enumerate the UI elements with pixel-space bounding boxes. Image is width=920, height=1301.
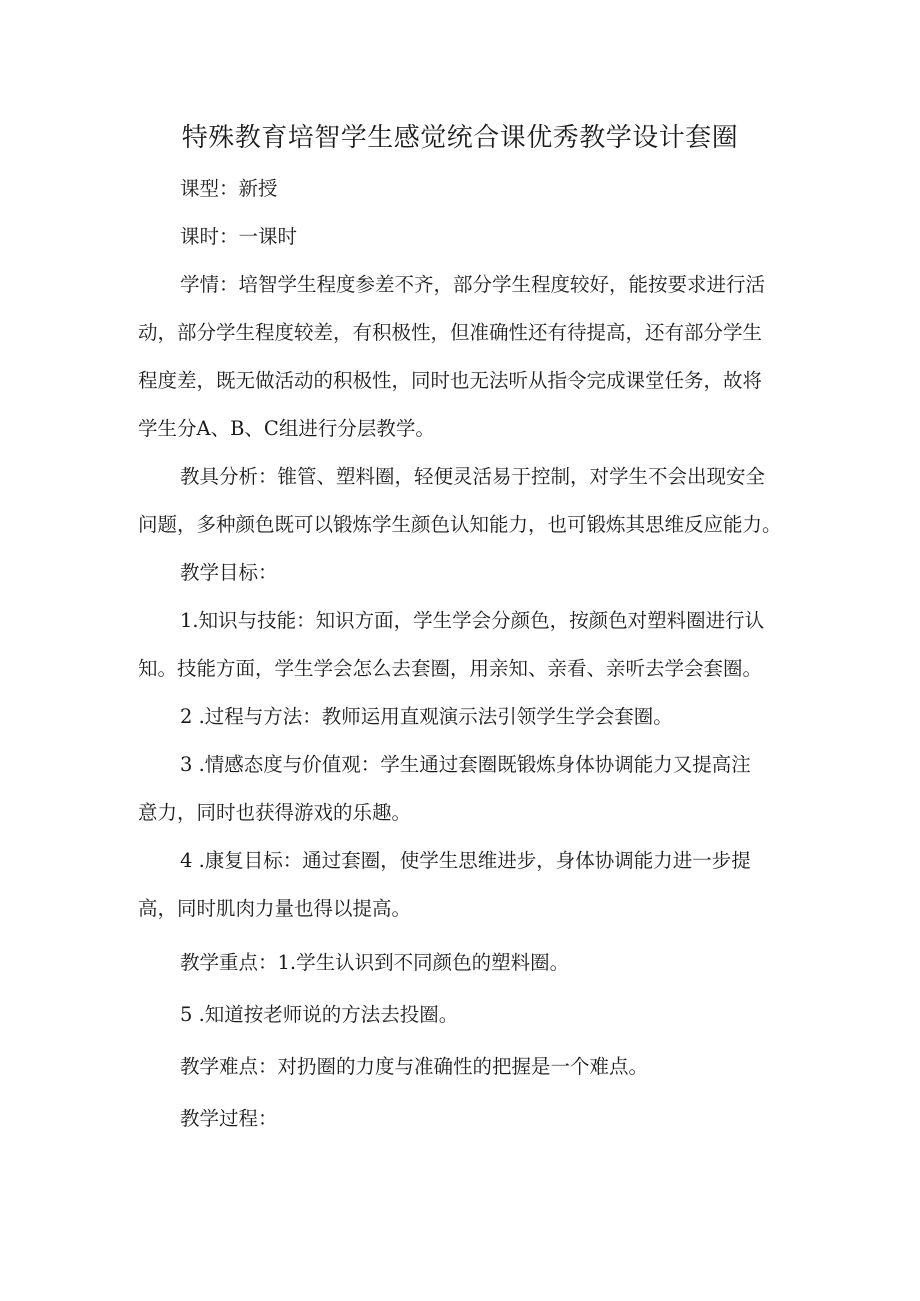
goal-1-line-1: 1.知识与技能：知识方面，学生学会分颜色，按颜色对塑料圈进行认 xyxy=(180,609,765,632)
goal-3-line-2: 意力，同时也获得游戏的乐趣。 xyxy=(138,801,412,824)
key-points-line: 教学重点：1.学生认识到不同颜色的塑料圈。 xyxy=(180,951,570,974)
student-situation-line-2: 动，部分学生程度较差，有积极性，但准确性还有待提高，还有部分学生 xyxy=(138,321,763,344)
document-title: 特殊教育培智学生感觉统合课优秀教学设计套圈 xyxy=(181,123,739,153)
goal-4-line-2: 高，同时肌肉力量也得以提高。 xyxy=(138,897,412,920)
student-situation-line-3: 程度差，既无做活动的积极性，同时也无法听从指令完成课堂任务，故将 xyxy=(138,369,763,392)
goal-3-line-1: 3 .情感态度与价值观：学生通过套圈既锻炼身体协调能力又提高注 xyxy=(180,753,751,776)
course-type-line: 课型：新授 xyxy=(180,177,278,200)
teaching-aids-line-1: 教具分析：锥管、塑料圈，轻便灵活易于控制，对学生不会出现安全 xyxy=(180,465,766,488)
teaching-process-heading: 教学过程： xyxy=(180,1107,278,1130)
goal-1-line-2: 知。技能方面，学生学会怎么去套圈，用亲知、亲看、亲听去学会套圈。 xyxy=(138,657,763,680)
teaching-goals-heading: 教学目标： xyxy=(180,561,278,584)
teaching-aids-line-2: 问题，多种颜色既可以锻炼学生颜色认知能力，也可锻炼其思维反应能力。 xyxy=(138,513,782,536)
goal-2-line: 2 .过程与方法：教师运用直观演示法引领学生学会套圈。 xyxy=(180,705,673,728)
class-hours-line: 课时：一课时 xyxy=(180,225,298,248)
student-situation-line-1: 学情：培智学生程度参差不齐，部分学生程度较好，能按要求进行活 xyxy=(180,273,766,296)
student-situation-line-4: 学生分A、B、C组进行分层教学。 xyxy=(138,417,435,440)
key-points-item-5: 5 .知道按老师说的方法去投圈。 xyxy=(180,1003,459,1026)
goal-4-line-1: 4 .康复目标：通过套圈，使学生思维进步，身体协调能力进一步提 xyxy=(180,849,751,872)
difficulty-line: 教学难点：对扔圈的力度与准确性的把握是一个难点。 xyxy=(180,1055,649,1078)
